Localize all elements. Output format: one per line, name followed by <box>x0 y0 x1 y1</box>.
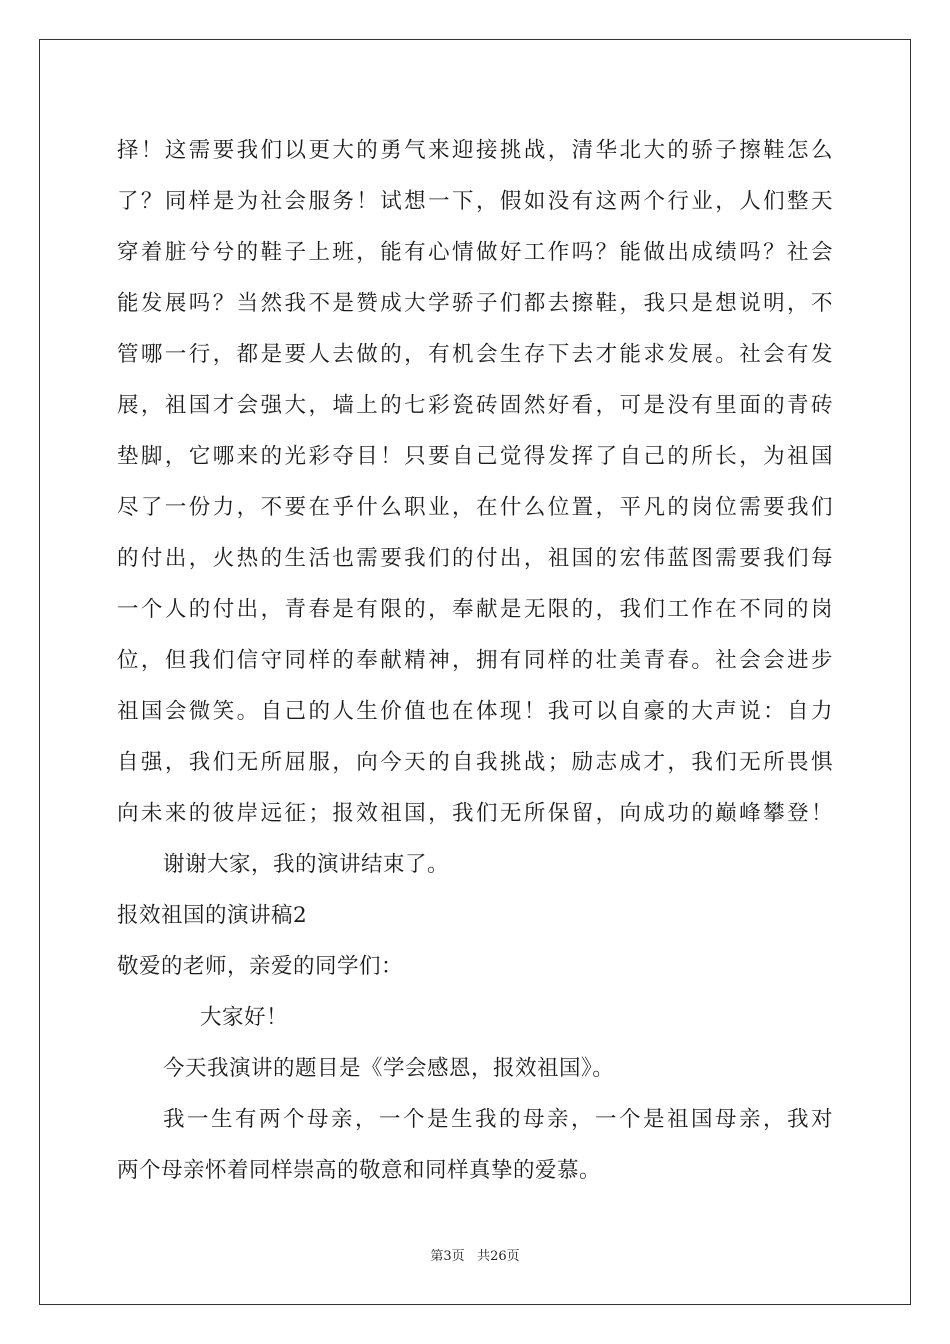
greeting: 大家好！ <box>200 1005 289 1030</box>
text-line: 能发展吗？当然我不是赞成大学骄子们都去擦鞋，我只是想说明，不 <box>117 291 833 316</box>
text-line: 一个人的付出，青春是有限的，奉献是无限的，我们工作在不同的岗 <box>117 597 833 622</box>
text-line: 尽了一份力，不要在乎什么职业，在什么位置，平凡的岗位需要我们 <box>117 495 833 520</box>
text-line: 两个母亲怀着同样崇高的敬意和同样真挚的爱慕。 <box>117 1158 602 1183</box>
text-line: 祖国会微笑。自己的人生价值也在体现！我可以自豪的大声说：自力 <box>117 699 833 724</box>
text-line: 的付出，火热的生活也需要我们的付出，祖国的宏伟蓝图需要我们每 <box>117 546 833 571</box>
text-line: 垫脚，它哪来的光彩夺目！只要自己觉得发挥了自己的所长，为祖国 <box>117 444 833 469</box>
text-line: 展，祖国才会强大，墙上的七彩瓷砖固然好看，可是没有里面的青砖 <box>117 393 833 418</box>
text-line: 自强，我们无所屈服，向今天的自我挑战；励志成才，我们无所畏惧 <box>117 750 833 775</box>
page-total: 共26页 <box>477 1249 520 1264</box>
closing-text: 谢谢大家，我的演讲结束了。 <box>163 852 450 877</box>
section-title: 报效祖国的演讲稿2 <box>117 903 308 928</box>
page-footer <box>0 1248 950 1266</box>
text-line: 穿着脏兮兮的鞋子上班，能有心情做好工作吗？能做出成绩吗？社会 <box>117 240 833 265</box>
topic-line: 今天我演讲的题目是《学会感恩，报效祖国》。 <box>163 1056 615 1081</box>
text-line: 管哪一行，都是要人去做的，有机会生存下去才能求发展。社会有发 <box>117 342 833 367</box>
text-line: 向未来的彼岸远征；报效祖国，我们无所保留，向成功的巅峰攀登！ <box>117 801 833 826</box>
text-line: 位，但我们信守同样的奉献精神，拥有同样的壮美青春。社会会进步 <box>117 648 833 673</box>
salutation: 敬爱的老师，亲爱的同学们： <box>117 954 404 979</box>
text-line: 了？同样是为社会服务！试想一下，假如没有这两个行业，人们整天 <box>117 189 833 214</box>
text-line: 我一生有两个母亲，一个是生我的母亲，一个是祖国母亲，我对 <box>163 1107 833 1132</box>
page-number: 第3页 <box>430 1249 465 1264</box>
text-line: 择！这需要我们以更大的勇气来迎接挑战，清华北大的骄子擦鞋怎么 <box>117 138 833 163</box>
